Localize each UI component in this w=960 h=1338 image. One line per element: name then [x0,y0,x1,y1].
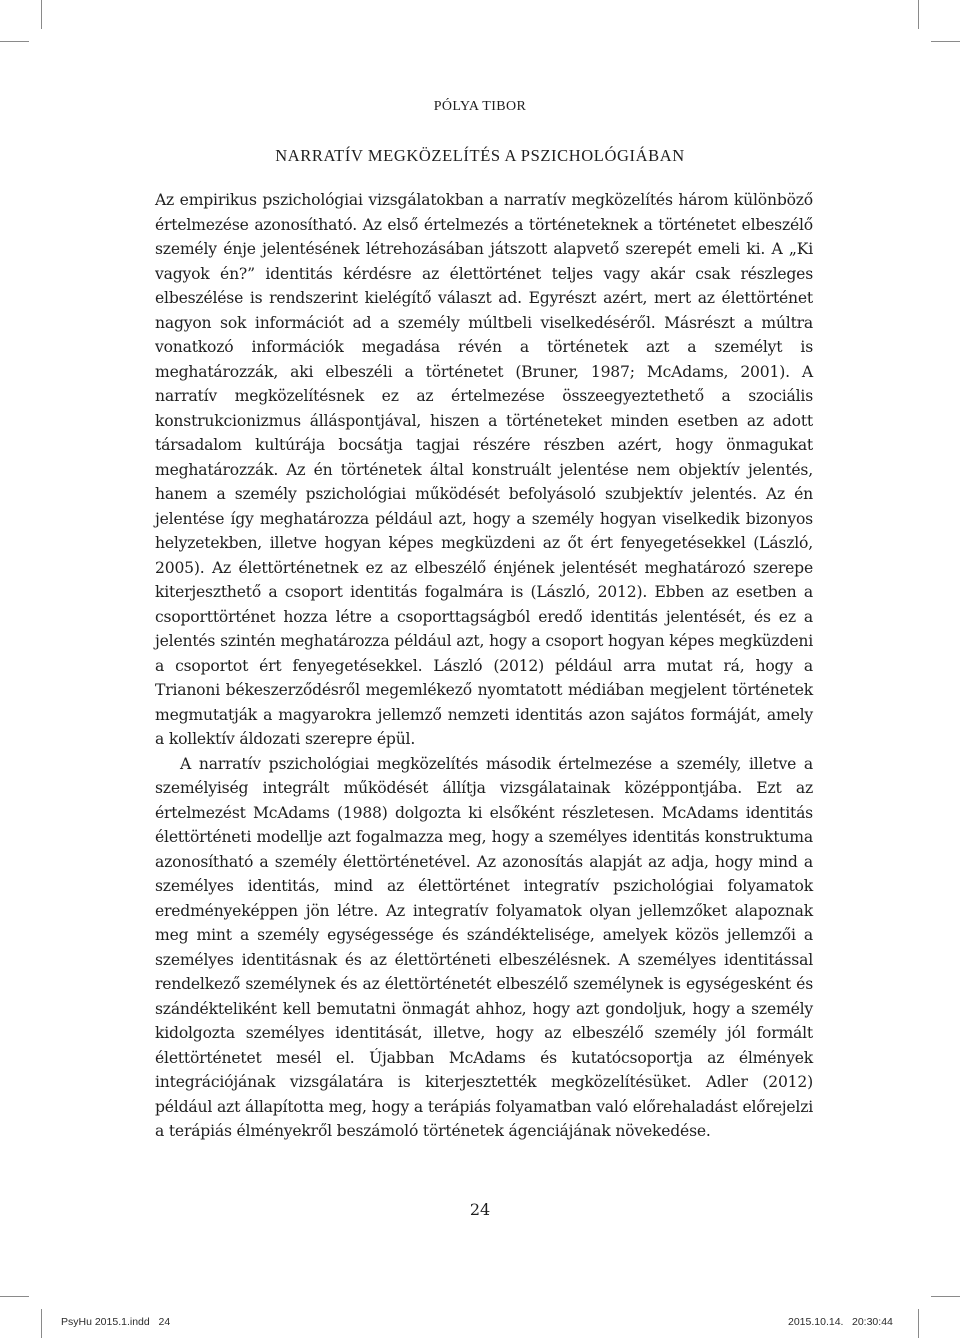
body-text [155,188,813,1144]
chapter-title: NARRATÍV MEGKÖZELÍTÉS A PSZICHOLÓGIÁBAN [275,146,685,165]
slug-date: 2015.10.14. [788,1316,844,1328]
crop-mark [41,0,42,29]
running-head: PÓLYA TIBOR [433,99,527,114]
crop-mark [918,1309,919,1338]
slug-file-info: PsyHu 2015.1.indd 24 [61,1316,171,1328]
page-number: 24 [469,1200,491,1219]
paragraph: Az empirikus pszichológiai vizsgálatokban a narratív megközelítés három különböző értelmezése azonosítható. Az első értelmezés a történeteknek a történetet elbeszélő személy énje jelentésének létrehozásában játszott alapvető szerepét emeli ki. A „Ki vagyok én?” identitás kérdésre az élettörténet teljes vagy akár csak részleges elbeszélése is rendszerint kielégítő választ ad. Egyrészt azért, mert az élettörténet nagyon sok információt ad a személy múltbeli viselkedéséről. Másrészt a múltra vonatkozó információk megadása révén a történetek azt a személyt is meghatározzák, aki elbeszéli a történetet (Bruner, 1987; McAdams, 2001). A narratív megközelítésnek ez az értelmezése összeegyeztethető a szociális konstrukcionizmus álláspontjával, hiszen a történeteket minden esetben az adott társadalom kultúrája bocsátja tagjai részére részben azért, hogy önmagukat meghatározzák. Az én történetek által konstruált jelentése nem objektív jelentés, hanem a személy pszichológiai működését befolyásoló szubjektív jelentés. Az én jelentése így meghatározza például azt, hogy a személy hogyan viselkedik bizonyos helyzetekben, illetve hogyan képes megküzdeni az őt ért fenyegetésekkel (László, 2005). Az élettörténetnek ez az elbeszélő énjének jelentését meghatározó szerepe kiterjeszthető a csoport identitás fogalmára is (László, 2012). Ebben az esetben a csoporttörténet hozza létre a csoporttagságból eredő identitás jelentését, és ez a jelentés szintén meghatározza például azt, hogy a csoport hogyan képes megküzdeni a csoportot ért fenyegetésekkel. László (2012) például arra mutat rá, hogy a Trianoni békeszerződésről megemlékező nyomtatott médiában megjelent történetek megmutatják a magyarokra jellemző nemzeti identitás azon sajátos formáját, amely a kollektív áldozati szerepre épül. [155,191,813,748]
crop-mark [931,41,960,42]
crop-mark [918,0,919,29]
crop-mark [41,1309,42,1338]
crop-mark [0,41,29,42]
crop-mark [931,1296,960,1297]
crop-mark [0,1296,29,1297]
slug-time: 20:30:44 [852,1316,893,1328]
paragraph: A narratív pszichológiai megközelítés második értelmezése a személy, illetve a személyiség integrált működését állítja vizsgálatainak középpontjába. Ezt az értelmezést McAdams (1988) dolgozta ki elsőként részletesen. McAdams identitás élettörténeti modellje azt fogalmazza meg, hogy a személyes identitás konstruktuma azonosítható a személy élettörténetével. Az azonosítás alapját az adja, hogy mind a személyes identitás, mind az élettörténet integratív pszichológiai folyamatok eredményeképpen jön létre. Az integratív folyamatok olyan jellemzőket alapoznak meg mint a személy egységessége és szándéktelisége, amelyek közös jellemzői a személyes identitásnak és az élettörténeti elbeszélésnek. A személyes identitással rendelkező személynek és az élettörténetét elbeszélő személynek is egységesként és szándékteliként kell bemutatni önmagát ahhoz, hogy azt gondoljuk, hogy a személy kidolgozta személyes identitását, illetve, hogy az elbeszélő személy jól formált élettörténetet mesél el. Újabban McAdams és kutatócsoportja az élmények integrációjának vizsgálatára is kiterjesztették megközelítésüket. Adler (2012) például azt állapította meg, hogy a terápiás folyamatban való előrehaladást előrejelzi a terápiás élményekről beszámoló történetek ágenciájának növekedése. [155,754,813,1140]
